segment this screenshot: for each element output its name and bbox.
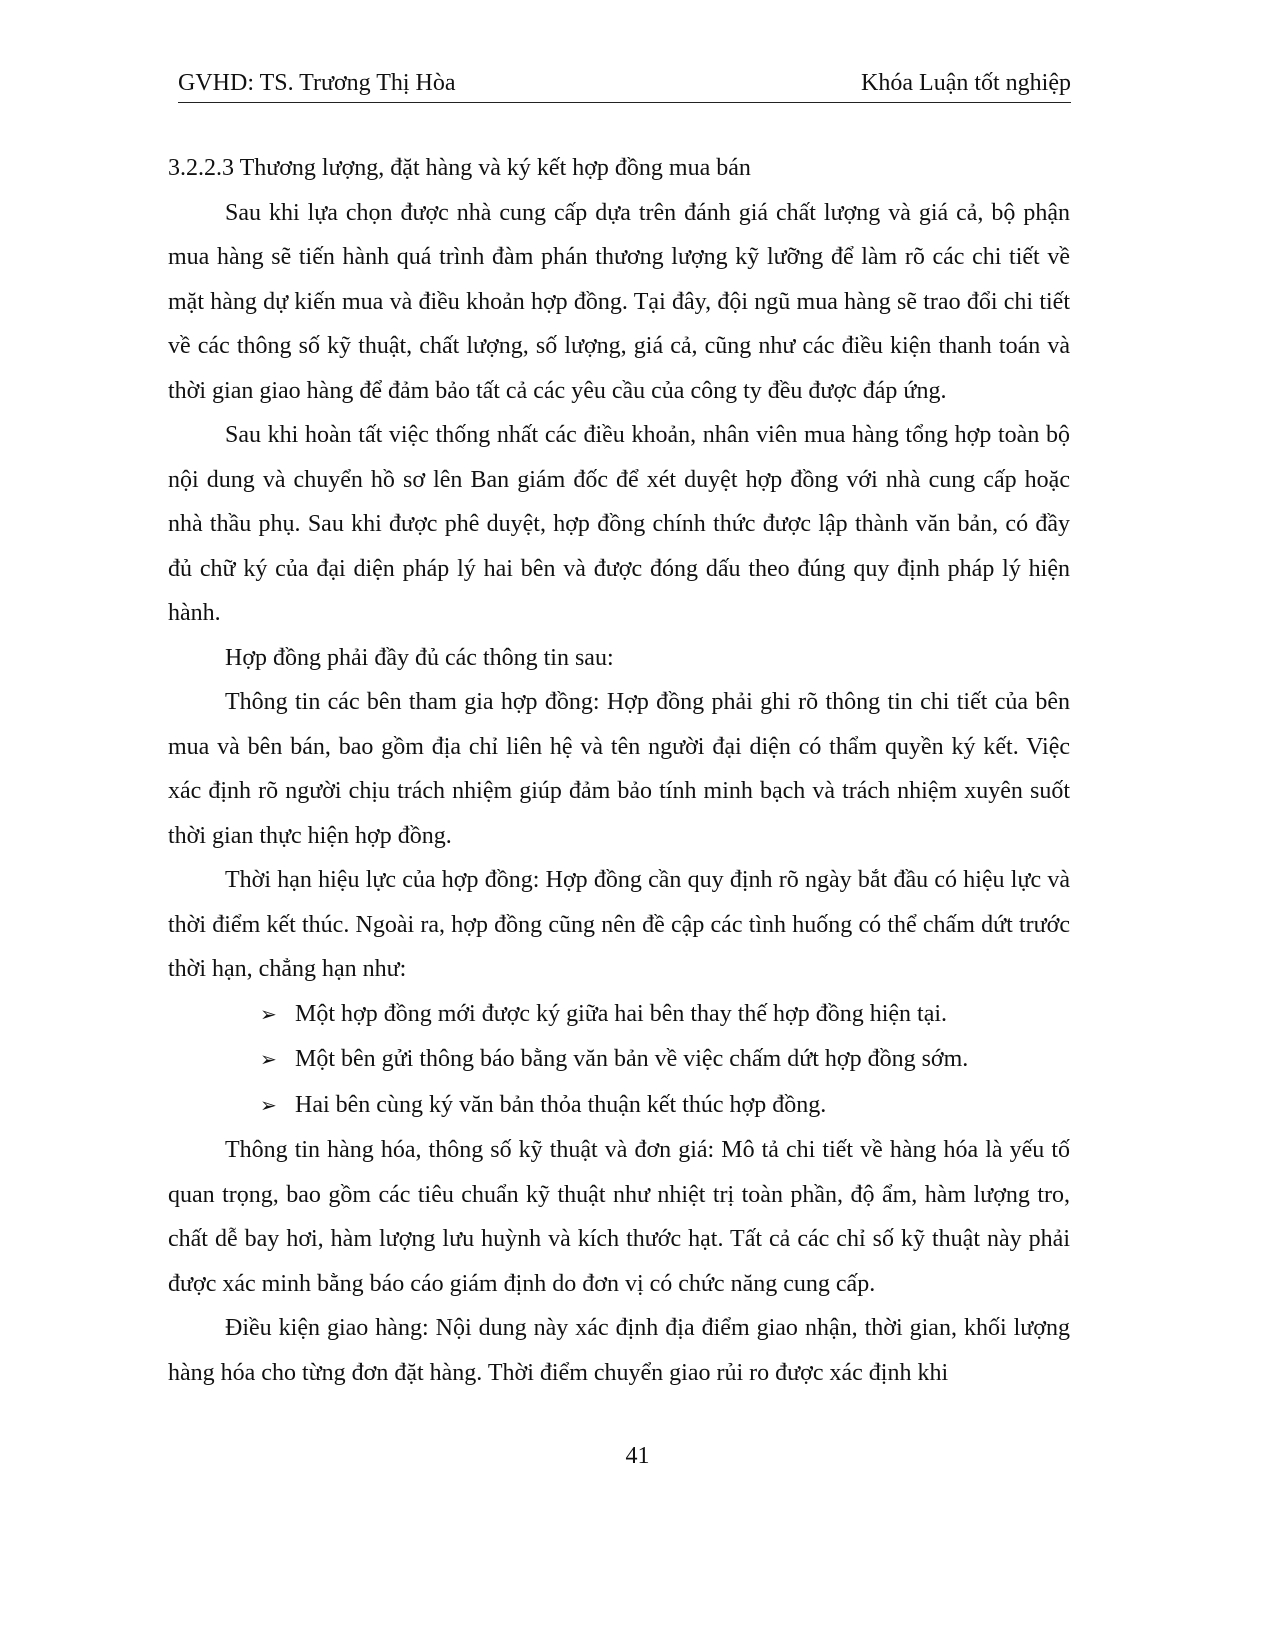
paragraph-contract-approval: Sau khi hoàn tất việc thống nhất các điều khoản, nhân viên mua hàng tổng hợp toàn bộ nội dung và chuyển hồ sơ lên Ban giám đốc để xét duyệt hợp đồng với nhà cung cấp hoặc nhà thầu phụ. Sau khi được phê duyệt, hợp đồng chính thức được lập thành văn bản, có đầy đủ chữ ký của đại diện pháp lý hai bên và được đóng dấu theo đúng quy định pháp lý hiện hành. — [168, 422, 1070, 626]
list-item — [260, 1083, 1070, 1129]
list-item-text: Một bên gửi thông báo bằng văn bản về việc chấm dứt hợp đồng sớm. — [295, 1046, 969, 1072]
paragraph-supplier-negotiation: Sau khi lựa chọn được nhà cung cấp dựa trên đánh giá chất lượng và giá cả, bộ phận mua hàng sẽ tiến hành quá trình đàm phán thương lượng kỹ lưỡng để làm rõ các chi tiết về mặt hàng dự kiến mua và điều khoản hợp đồng. Tại đây, đội ngũ mua hàng sẽ trao đổi chi tiết về các thông số kỹ thuật, chất lượng, số lượng, giá cả, cũng như các điều kiện thanh toán và thời gian giao hàng để đảm bảo tất cả các yêu cầu của công ty đều được đáp ứng. — [168, 199, 1070, 404]
page-number: 41 — [625, 1443, 650, 1469]
list-item — [260, 1037, 1070, 1083]
header-document-type: Khóa Luận tốt nghiệp — [861, 70, 1071, 96]
arrowhead-bullet-icon: ➢ — [260, 1049, 277, 1071]
paragraph-delivery-terms: Điều kiện giao hàng: Nội dung này xác định địa điểm giao nhận, thời gian, khối lượng hàng hóa cho từng đơn đặt hàng. Thời điểm chuyển giao rủi ro được xác định khi — [168, 1315, 1070, 1386]
page-header — [178, 70, 1071, 103]
list-item-text: Một hợp đồng mới được ký giữa hai bên thay thế hợp đồng hiện tại. — [295, 1000, 948, 1027]
list-item — [260, 992, 1070, 1038]
page-content — [168, 146, 1070, 1395]
paragraph-goods-specs: Thông tin hàng hóa, thông số kỹ thuật và đơn giá: Mô tả chi tiết về hàng hóa là yếu tố quan trọng, bao gồm các tiêu chuẩn kỹ thuật như nhiệt trị toàn phần, độ ẩm, hàm lượng tro, chất dễ bay hơi, hàm lượng lưu huỳnh và kích thước hạt. Tất cả các chỉ số kỹ thuật này phải được xác minh bằng báo cáo giám định do đơn vị có chức năng cung cấp. — [168, 1137, 1070, 1297]
paragraph-contract-info-intro: Hợp đồng phải đầy đủ các thông tin sau: — [225, 644, 614, 671]
header-advisor: GVHD: TS. Trương Thị Hòa — [178, 70, 456, 96]
list-item-text: Hai bên cùng ký văn bản thỏa thuận kết thúc hợp đồng. — [295, 1091, 827, 1118]
arrowhead-bullet-icon: ➢ — [260, 1003, 277, 1026]
section-heading: 3.2.2.3 Thương lượng, đặt hàng và ký kết hợp đồng mua bán — [168, 155, 751, 181]
paragraph-contract-parties: Thông tin các bên tham gia hợp đồng: Hợp đồng phải ghi rõ thông tin chi tiết của bên mua và bên bán, bao gồm địa chỉ liên hệ và tên người đại diện có thẩm quyền ký kết. Việc xác định rõ người chịu trách nhiệm giúp đảm bảo tính minh bạch và trách nhiệm xuyên suốt thời gian thực hiện hợp đồng. — [168, 689, 1070, 849]
arrowhead-bullet-icon: ➢ — [260, 1094, 277, 1117]
termination-cases-list — [168, 992, 1070, 1129]
paragraph-contract-term: Thời hạn hiệu lực của hợp đồng: Hợp đồng cần quy định rõ ngày bắt đầu có hiệu lực và thời điểm kết thúc. Ngoài ra, hợp đồng cũng nên đề cập các tình huống có thể chấm dứt trước thời hạn, chẳng hạn như: — [168, 867, 1070, 982]
